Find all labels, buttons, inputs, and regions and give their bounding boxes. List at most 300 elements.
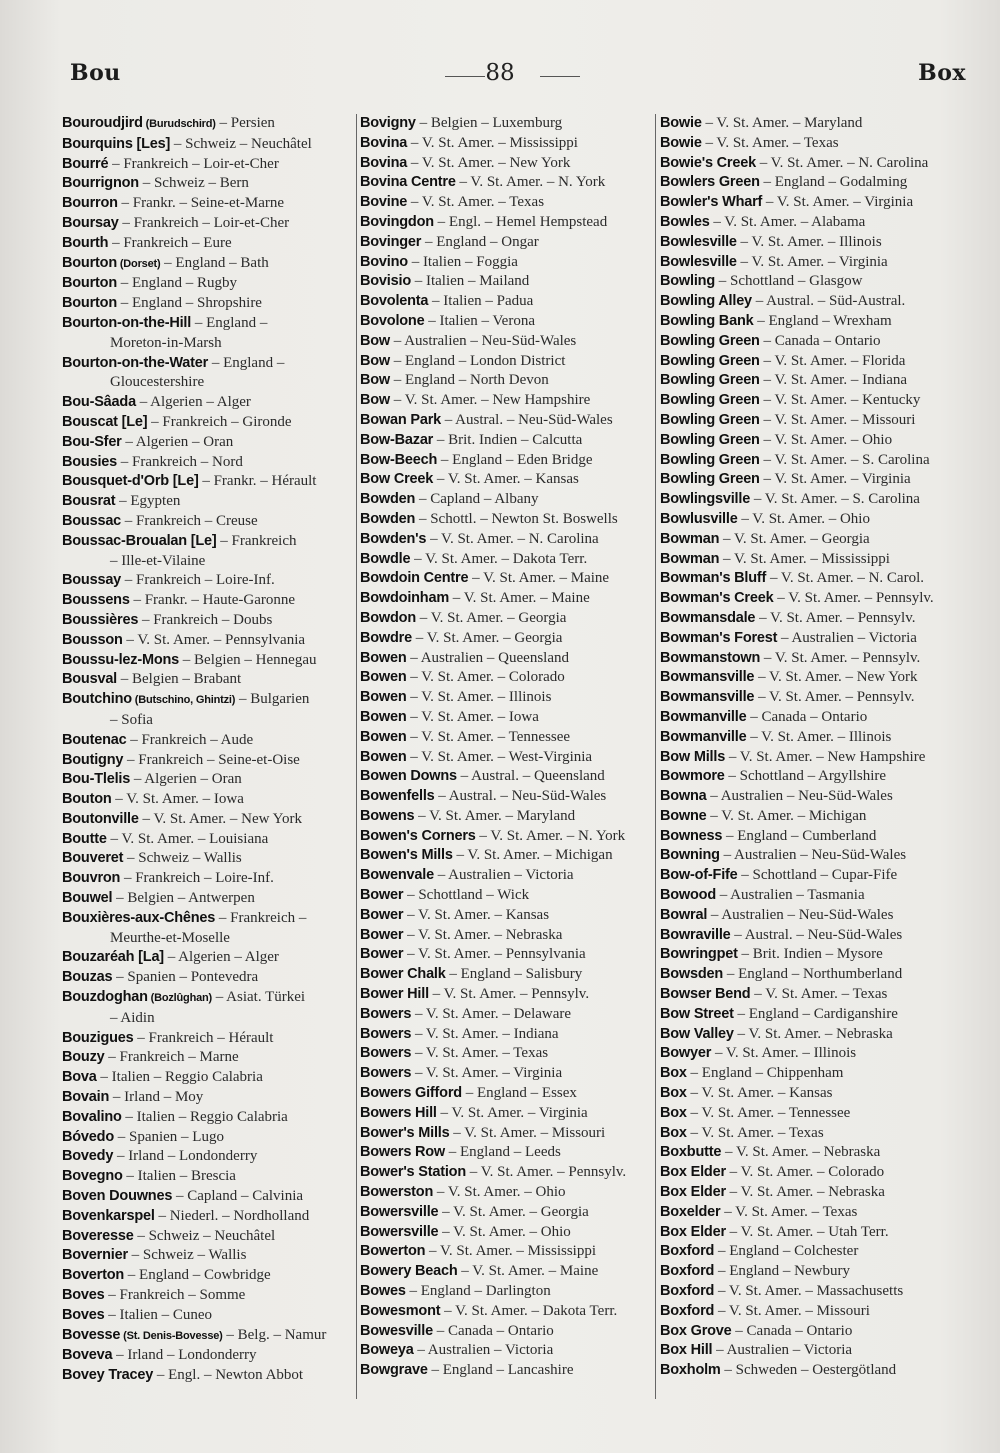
entry-headword: Bovalino <box>62 1108 122 1125</box>
entry-headword: Bowling Alley <box>660 293 752 310</box>
gazetteer-entry <box>660 1361 968 1381</box>
gazetteer-entry <box>62 810 354 830</box>
entry-headword: Bowlingsville <box>660 491 751 508</box>
gazetteer-entry <box>62 1227 354 1247</box>
entry-location: – V. St. Amer. – New Hampshire <box>725 748 926 765</box>
entry-headword: Bow-of-Fife <box>660 867 738 884</box>
gazetteer-entry <box>62 512 354 532</box>
gazetteer-entry <box>62 532 354 552</box>
entry-headword: Bow Street <box>660 1005 734 1022</box>
entry-headword: Bowen <box>360 649 407 666</box>
gazetteer-entry <box>660 1044 968 1064</box>
gazetteer-entry <box>62 194 354 214</box>
entry-headword: Bourton-on-the-Water <box>62 354 209 371</box>
entry-location: – Brit. Indien – Calcutta <box>433 431 583 448</box>
entry-headword: Bowen's Corners <box>360 827 476 844</box>
entry-location: – Frankreich – <box>215 909 307 926</box>
gazetteer-entry <box>360 1282 652 1302</box>
entry-headword: Bowgrave <box>360 1362 428 1379</box>
entry-headword: Bowling Green <box>660 471 760 488</box>
gazetteer-entry <box>660 431 968 451</box>
gazetteer-entry <box>660 1163 968 1183</box>
entry-location: – Australien – Neu-Süd-Wales <box>707 906 894 923</box>
gazetteer-entry <box>660 906 968 926</box>
gazetteer-entry <box>660 926 968 946</box>
entry-location: – V. St. Amer. – Illinois <box>711 1045 857 1062</box>
gazetteer-entry <box>660 846 968 866</box>
entry-location: – Frankreich – Hérault <box>133 1029 274 1046</box>
entry-location: – Austral. – Süd-Austral. <box>751 293 906 310</box>
entry-headword: Bowling Green <box>660 372 760 389</box>
gazetteer-entry <box>360 767 652 787</box>
entry-headword: Box Elder <box>660 1223 726 1240</box>
gazetteer-entry <box>62 751 354 771</box>
entry-alt-name: (Butschino, Ghintzi) <box>131 694 236 707</box>
gazetteer-entry <box>660 866 968 886</box>
entry-location: – Frankreich – Gironde <box>147 413 292 430</box>
entry-headword: Boussières <box>62 611 139 628</box>
entry-headword: Bovedy <box>62 1148 114 1165</box>
column-divider <box>655 114 656 1399</box>
entry-headword: Bou-Sfer <box>62 433 122 450</box>
gazetteer-entry <box>660 965 968 985</box>
gazetteer-entry <box>360 708 652 728</box>
entry-headword: Bower <box>360 887 404 904</box>
entry-headword: Boxford <box>660 1283 715 1300</box>
entry-headword: Bowning <box>660 847 720 864</box>
gazetteer-entry <box>660 530 968 550</box>
gazetteer-entry <box>62 611 354 631</box>
entry-location: – Frankreich – Doubs <box>138 611 273 628</box>
entry-location: – Italien – Brescia <box>122 1168 236 1185</box>
entry-location: – Italien – Reggio Calabria <box>96 1069 263 1086</box>
gazetteer-entry <box>360 1223 652 1243</box>
entry-location: – V. St. Amer. – Texas <box>686 1124 824 1141</box>
entry-headword: Bowery Beach <box>360 1263 458 1280</box>
page-number: 88 <box>485 60 515 86</box>
entry-location: – V. St. Amer. – Texas <box>750 986 888 1003</box>
gazetteer-entry <box>660 391 968 411</box>
entry-headword: Bourton-on-the-Hill <box>62 314 192 331</box>
gazetteer-entry <box>660 1223 968 1243</box>
gazetteer-entry <box>360 213 652 233</box>
gazetteer-entry <box>660 253 968 273</box>
entry-headword: Bowenfells <box>360 788 435 805</box>
entry-location: – Australien – Neu-Süd-Wales <box>719 847 907 864</box>
entry-location: – Algerien – Alger <box>163 949 279 966</box>
gazetteer-entry <box>360 272 652 292</box>
gazetteer-entry <box>360 609 652 629</box>
entry-location: – Italien – Foggia <box>407 253 518 270</box>
gazetteer-entry <box>62 314 354 334</box>
entry-headword: Bourré <box>62 155 109 172</box>
entry-headword: Bovigny <box>360 115 416 131</box>
gazetteer-entry <box>360 451 652 471</box>
gazetteer-entry <box>62 571 354 591</box>
gazetteer-entry <box>660 589 968 609</box>
entry-headword: Bouvron <box>62 870 121 887</box>
entry-location: – V. St. Amer. – West-Virginia <box>406 748 593 765</box>
entry-location: – Frankreich – Aude <box>126 731 254 748</box>
entry-headword: Boxelder <box>660 1203 721 1220</box>
gazetteer-entry <box>360 391 652 411</box>
entry-location: – England – Salisbury <box>445 966 583 983</box>
entry-location: – England – Wrexham <box>753 312 892 329</box>
entry-headword: Bowen <box>360 728 407 745</box>
entry-location: – Engl. – Hemel Hempstead <box>433 213 608 230</box>
entry-location: – V. St. Amer. – Maine <box>449 590 590 607</box>
entry-headword: Bow <box>360 332 391 349</box>
entry-location: – Italien – Cuneo <box>104 1306 213 1323</box>
entry-location: – Frankreich – Nord <box>117 453 243 470</box>
entry-alt-name: (Bozlûghan) <box>147 992 212 1005</box>
entry-headword: Bousies <box>62 453 118 470</box>
entry-headword: Boxford <box>660 1302 715 1319</box>
gazetteer-entry <box>360 748 652 768</box>
entry-location: – V. St. Amer. – S. Carolina <box>759 451 930 468</box>
entry-location: – V. St. Amer. – Utah Terr. <box>725 1223 889 1240</box>
entry-headword: Bowman's Forest <box>660 629 778 646</box>
running-head-left: Bou <box>70 60 121 86</box>
entry-location: – V. St. Amer. – Massachusetts <box>714 1283 904 1300</box>
entry-continuation: – Sofia <box>110 711 153 728</box>
entry-headword: Boxford <box>660 1243 715 1260</box>
gazetteer-entry <box>360 1262 652 1282</box>
entry-headword: Boves <box>62 1287 105 1304</box>
gazetteer-entry <box>62 670 354 690</box>
gazetteer-entry <box>660 1302 968 1322</box>
gazetteer-entry <box>62 770 354 790</box>
entry-location: – Belgien – Luxemburg <box>415 115 563 131</box>
entry-location: – V. St. Amer. – Nebraska <box>403 926 563 943</box>
entry-location: – Canada – Ontario <box>731 1322 853 1339</box>
entry-location: – England – Godalming <box>759 174 908 191</box>
entry-headword: Bowling Green <box>660 431 760 448</box>
entry-alt-name: (Dorset) <box>116 257 161 270</box>
gazetteer-entry <box>360 886 652 906</box>
entry-location: – Belgien – Hennegau <box>179 651 317 668</box>
entry-location: – V. St. Amer. – Louisiana <box>106 830 269 847</box>
entry-location: – England – Darlington <box>405 1283 551 1300</box>
entry-headword: Bowers Gifford <box>360 1085 462 1102</box>
gazetteer-entry <box>660 134 968 154</box>
running-head-right: Box <box>918 60 966 86</box>
gazetteer-entry <box>360 1242 652 1262</box>
entry-headword: Bourrignon <box>62 175 139 192</box>
gazetteer-entry <box>360 253 652 273</box>
gazetteer-entry <box>62 651 354 671</box>
gazetteer-entry <box>360 1361 652 1381</box>
entry-headword: Bowerton <box>360 1243 426 1260</box>
entry-headword: Bouzy <box>62 1049 105 1066</box>
gazetteer-entry <box>62 174 354 194</box>
entry-location: – Frankreich – Loire-Inf. <box>120 870 274 887</box>
entry-headword: Bower's Mills <box>360 1124 450 1141</box>
gazetteer-entry <box>660 728 968 748</box>
gazetteer-entry <box>62 1147 354 1167</box>
entry-location: – England – Bath <box>160 254 269 271</box>
entry-location: – V. St. Amer. – Pennsylv. <box>760 649 921 666</box>
entry-headword: Bowlers Green <box>660 174 760 191</box>
entry-headword: Bova <box>62 1069 97 1086</box>
entry-location: – Canada – Ontario <box>432 1322 554 1339</box>
entry-location: – Austral. – Queensland <box>456 768 605 785</box>
gazetteer-entry <box>62 731 354 751</box>
gazetteer-entry <box>360 233 652 253</box>
gazetteer-entry <box>660 272 968 292</box>
entry-headword: Bouzas <box>62 969 113 986</box>
gazetteer-entry <box>360 1302 652 1322</box>
entry-location: – England – London District <box>390 352 566 369</box>
entry-location: – England – Cumberland <box>722 827 877 844</box>
entry-location: – V. St. Amer. – Texas <box>411 1045 549 1062</box>
entry-location: – V. St. Amer. – Maine <box>457 1263 599 1280</box>
entry-location: – V. St. Amer. – Missouri <box>714 1302 870 1319</box>
gazetteer-entry <box>62 1266 354 1286</box>
entry-location: – V. St. Amer. – Michigan <box>452 847 613 864</box>
gazetteer-entry <box>62 155 354 175</box>
entry-headword: Bowmansdale <box>660 609 756 626</box>
gazetteer-entry <box>62 690 354 711</box>
entry-headword: Bower Hill <box>360 986 429 1003</box>
gazetteer-entry <box>360 550 652 570</box>
entry-headword: Bouzdoghan (Bozlûghan) <box>62 989 212 1006</box>
entry-headword: Bowser Bend <box>660 986 751 1003</box>
entry-headword: Bowers <box>360 1065 412 1082</box>
entry-headword: Bowen's Mills <box>360 847 453 864</box>
entry-headword: Box <box>660 1124 687 1141</box>
gazetteer-entry <box>62 492 354 512</box>
entry-headword: Bowersville <box>360 1223 439 1240</box>
entry-headword: Bovenkarspel <box>62 1207 155 1224</box>
gazetteer-entry <box>660 411 968 431</box>
gazetteer-entry <box>660 292 968 312</box>
entry-location: – V. St. Amer. – Missouri <box>449 1124 606 1141</box>
entry-location: – V. St. Amer. – N. York <box>475 827 626 844</box>
entry-location: – England – Rugby <box>116 275 237 292</box>
gazetteer-entry <box>62 830 354 850</box>
entry-headword: Boursay <box>62 214 119 231</box>
entry-location: – V. St. Amer. – Delaware <box>411 1005 572 1022</box>
entry-location: – Italien – Reggio Calabria <box>121 1108 288 1125</box>
gazetteer-entry <box>62 354 354 374</box>
entry-headword: Bowdoinham <box>360 590 450 607</box>
entry-headword: Boweya <box>360 1342 414 1359</box>
gazetteer-entry <box>360 787 652 807</box>
entry-location: – V. St. Amer. – N. Carolina <box>426 530 599 547</box>
entry-location: – Frankreich – Loir-et-Cher <box>108 155 279 172</box>
entry-headword: Boussay <box>62 572 122 589</box>
gazetteer-entry <box>660 708 968 728</box>
entry-headword: Bower <box>360 926 404 943</box>
entry-headword: Bouzaréah [La] <box>62 949 164 966</box>
gazetteer-entry <box>660 1262 968 1282</box>
entry-headword: Box <box>660 1065 687 1082</box>
gazetteer-entry <box>660 569 968 589</box>
gazetteer-entry <box>62 631 354 651</box>
entry-headword: Bow Mills <box>660 748 726 765</box>
entry-location: – England – Northumberland <box>723 966 903 983</box>
entry-location: – Frankreich – Eure <box>108 234 232 251</box>
entry-location: – Algerien – Alger <box>135 394 251 411</box>
entry-headword: Bowman's Creek <box>660 590 774 607</box>
gazetteer-entry <box>360 510 652 530</box>
entry-location: – V. St. Amer. – Illinois <box>736 233 882 250</box>
entry-location: – V. St. Amer. – Georgia <box>719 530 870 547</box>
entry-location: – Irland – Moy <box>109 1089 204 1106</box>
entry-headword: Bowen Downs <box>360 768 457 785</box>
gazetteer-entry <box>62 1207 354 1227</box>
entry-location: – V. St. Amer. – Maryland <box>701 115 863 131</box>
entry-location: – Schottland – Cupar-Fife <box>737 867 898 884</box>
entry-headword: Bowling Green <box>660 451 760 468</box>
gazetteer-entry <box>360 1183 652 1203</box>
entry-headword: Bowling Green <box>660 411 760 428</box>
gazetteer-entry <box>360 431 652 451</box>
gazetteer-entry <box>660 827 968 847</box>
gazetteer-entry <box>360 490 652 510</box>
gazetteer-entry <box>360 649 652 669</box>
entry-location: – V. St. Amer. – Ohio <box>737 510 870 527</box>
entry-location: – V. St. Amer. – Ohio <box>759 431 893 448</box>
entry-headword: Boutte <box>62 830 107 847</box>
entry-location: – V. St. Amer. – Pennsylv. <box>466 1164 627 1181</box>
gazetteer-entry <box>360 470 652 490</box>
gazetteer-entry <box>360 1084 652 1104</box>
entry-location: – Persien <box>215 115 275 131</box>
gazetteer-entry <box>660 748 968 768</box>
entry-location: – V. St. Amer. – Colorado <box>725 1164 885 1181</box>
entry-location: – Frankreich <box>216 532 297 549</box>
gazetteer-entry <box>360 134 652 154</box>
entry-location: – V. St. Amer. – Virginia <box>736 253 888 270</box>
entry-location: – England – Newbury <box>714 1263 850 1280</box>
entry-headword: Bow <box>360 372 391 389</box>
gazetteer-entry <box>360 1203 652 1223</box>
entry-headword: Bovegno <box>62 1168 123 1185</box>
entry-headword: Bovina <box>360 134 408 151</box>
gazetteer-entry <box>360 688 652 708</box>
entry-headword: Bowling <box>660 273 715 290</box>
gazetteer-entry <box>62 988 354 1009</box>
entry-location: – Capland – Calvinia <box>172 1188 304 1205</box>
gazetteer-entry <box>62 214 354 234</box>
entry-location: – Australien – Victoria <box>777 629 917 646</box>
entry-location: – Niederl. – Nordholland <box>154 1207 310 1224</box>
entry-headword: Bowden <box>360 491 416 508</box>
gazetteer-entry <box>360 312 652 332</box>
entry-headword: Bowlesville <box>660 233 737 250</box>
gazetteer-entry <box>62 1048 354 1068</box>
entry-location: – Engl. – Newton Abbot <box>153 1367 304 1384</box>
entry-headword: Bovine <box>360 194 408 211</box>
entry-headword: Bowesmont <box>360 1302 441 1319</box>
entry-location: – Frankreich – Marne <box>104 1049 239 1066</box>
entry-headword: Boveva <box>62 1347 113 1364</box>
entry-headword: Bowmansville <box>660 669 755 686</box>
entry-headword: Bowman <box>660 530 720 547</box>
gazetteer-entry <box>360 1322 652 1342</box>
entry-location: – V. St. Amer. – New York <box>407 154 571 171</box>
entry-location: – England – North Devon <box>390 372 549 389</box>
entry-location: – Frankr. – Seine-et-Marne <box>117 195 284 212</box>
entry-location: – Schottl. – Newton St. Boswells <box>415 510 618 527</box>
entry-headword: Bow Creek <box>360 471 434 488</box>
entry-location: – Brit. Indien – Mysore <box>737 946 883 963</box>
gazetteer-entry <box>62 869 354 889</box>
entry-location: – Australien – Neu-Süd-Wales <box>706 788 893 805</box>
gazetteer-entry <box>660 510 968 530</box>
entry-headword: Bowes <box>360 1283 406 1300</box>
entry-headword: Bower's Station <box>360 1164 466 1181</box>
entry-location: – Spanien – Pontevedra <box>112 969 259 986</box>
entry-location: – V. St. Amer. – Texas <box>407 194 545 211</box>
entry-location: – V. St. Amer. – Texas <box>720 1203 858 1220</box>
entry-location: – V. St. Amer. – Virginia <box>759 471 911 488</box>
gazetteer-entry <box>62 591 354 611</box>
entry-headword: Bower <box>360 946 404 963</box>
gazetteer-entry <box>62 909 354 929</box>
entry-location: – V. St. Amer. – Pennsylv. <box>755 609 916 626</box>
entry-headword: Box Elder <box>660 1184 726 1201</box>
gazetteer-entry <box>660 1203 968 1223</box>
entry-headword: Bourth <box>62 234 109 251</box>
gazetteer-entry <box>660 233 968 253</box>
entry-headword: Bowsden <box>660 966 724 983</box>
entry-headword: Bowling Green <box>660 332 760 349</box>
entry-location: – England – Lancashire <box>427 1362 574 1379</box>
gazetteer-entry <box>660 1143 968 1163</box>
gazetteer-entry <box>62 1187 354 1207</box>
entry-location: – V. St. Amer. – Pennsylvania <box>122 631 306 648</box>
entry-location: – Austral. – Neu-Süd-Wales <box>441 411 613 428</box>
entry-headword: Bowie <box>660 115 702 131</box>
entry-location: – Schweiz – Wallis <box>127 1247 247 1264</box>
entry-headword: Bow <box>360 352 391 369</box>
entry-location: – V. St. Amer. – Pennsylv. <box>754 689 915 706</box>
gazetteer-entry <box>660 470 968 490</box>
entry-headword: Bowers <box>360 1045 412 1062</box>
entry-headword: Bowesville <box>360 1322 433 1339</box>
entry-headword: Bowen <box>360 708 407 725</box>
entry-location: – V. St. Amer. – Nebraska <box>721 1144 881 1161</box>
gazetteer-entry <box>62 1246 354 1266</box>
gazetteer-entry <box>660 668 968 688</box>
entry-location: – V. St. Amer. – Missouri <box>759 411 916 428</box>
entry-headword: Bouzigues <box>62 1029 134 1046</box>
entry-headword: Boutigny <box>62 751 124 768</box>
entry-headword: Boxbutte <box>660 1144 722 1161</box>
gazetteer-entry <box>660 154 968 174</box>
gazetteer-entry <box>360 530 652 550</box>
entry-headword: Bourquins [Les] <box>62 135 171 152</box>
entry-location: – V. St. Amer. – N. Carol. <box>766 570 924 587</box>
gazetteer-entry <box>660 173 968 193</box>
entry-location: – V. St. Amer. – Virginia <box>436 1104 588 1121</box>
gazetteer-entry <box>360 846 652 866</box>
entry-continuation: Moreton-in-Marsh <box>110 334 222 351</box>
gazetteer-entry <box>360 926 652 946</box>
entry-headword: Bourton (Dorset) <box>62 254 161 271</box>
entry-headword: Bowerston <box>360 1184 434 1201</box>
entry-location: – V. St. Amer. – Pennsylv. <box>773 590 934 607</box>
gazetteer-entry <box>360 1025 652 1045</box>
entry-headword: Bowles <box>660 213 710 230</box>
entry-location: – Capland – Albany <box>415 491 539 508</box>
entry-location: – V. St. Amer. – Ohio <box>438 1223 571 1240</box>
gazetteer-entry <box>660 1005 968 1025</box>
entry-location: – V. St. Amer. – New York <box>754 669 918 686</box>
